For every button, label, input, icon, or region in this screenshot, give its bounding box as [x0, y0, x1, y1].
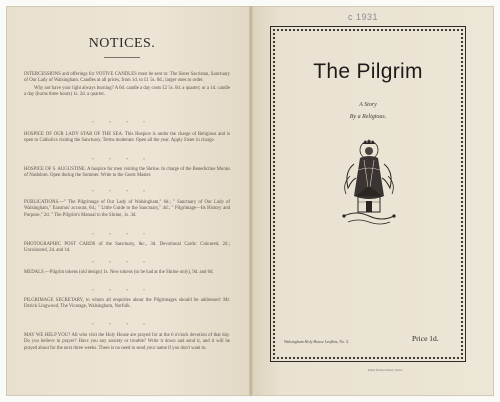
- cover-title: The Pilgrim: [313, 60, 423, 83]
- separator-stars: * * * *: [92, 322, 152, 327]
- center-fold: [249, 6, 253, 396]
- notice-medals: [24, 270, 230, 276]
- notice-post-cards: [24, 242, 230, 255]
- leaflet-series-label: Walsingham Holy House Leaflets, No. 5.: [284, 339, 349, 344]
- price-label: Price 1d.: [412, 334, 439, 343]
- notice-text: HOSPICE OF OUR LADY STAR OF THE SEA. This Hospice is under the charge of Religious and is open to Catholics visiting the Sanctuary. Terms moderate. Open all the year. Apply Sister in charge.: [24, 132, 230, 144]
- separator-stars: * * * *: [92, 120, 152, 125]
- heading-rule: [104, 57, 140, 58]
- notice-text-2: Why not have your light always burning? A 6d. candle a day costs £2 5s. 0d. a quarter; or a 1d. candle a day (burns three hours) 1s. 2d. a quarter.: [24, 85, 230, 98]
- notice-text: INTERCESSIONS and offerings for VOTIVE CANDLES must be sent to: The Sister Sacristan, Sanctuary of Our Lady of Walsingham. Candles at all prices, from 1d. to £1 5s. 0d.; larger ones to order.: [24, 72, 230, 84]
- notices-heading: NOTICES.: [88, 36, 156, 51]
- notice-text: PILGRIMAGE SECRETARY, to whom all enquiries about the Pilgrimages should be addressed: Mr. Derick Lingwood, The Vicarage, Walsingham, Norfolk.: [24, 298, 230, 310]
- notice-publications: [24, 200, 230, 219]
- notice-text: HOSPICE OF S. AUGUSTINE. A hospice for men visiting the Shrine. In charge of the Benedictine Monks of Nashdom. Open during the Summer. Write to the Guest Master.: [24, 167, 230, 179]
- notice-text: PHOTOGRAPHIC POST CARDS of the Sanctuary, &c., 3d. Devotional Cards: Coloured, 2d.; Uncoloured, 2d. and 1d.: [24, 242, 230, 254]
- notice-hospice-star-of-sea: [24, 132, 230, 145]
- separator-stars: * * * *: [92, 157, 152, 162]
- separator-stars: * * * *: [92, 260, 152, 265]
- notice-pilgrimage-secretary: [24, 298, 230, 311]
- separator-stars: * * * *: [92, 189, 152, 194]
- madonna-emblem-icon: [336, 136, 402, 232]
- separator-stars: * * * *: [92, 288, 152, 293]
- pencil-date-note: c 1931: [348, 12, 379, 22]
- cover-subtitle-author: By a Religious.: [349, 114, 387, 120]
- notice-text: MAY WE HELP YOU? All who visit the Holy House are prayed for at the 6 o'clock devotion of that day. Do you believe in prayer? Have you any anxiety or trouble? Write it down and send it, and it will be prayed about for the next three weeks. There is no need to send your name if you don't want to.: [24, 333, 230, 351]
- notice-may-we-help: [24, 333, 230, 352]
- cover-subtitle-story: A Story: [359, 102, 377, 108]
- notice-hospice-augustine: [24, 167, 230, 180]
- notice-text: MEDALS.—Pilgrim tokens (old design) 1s. New tokens (to be had at the Shrine only), 9d. and 6d.: [24, 270, 214, 275]
- separator-stars: * * * *: [92, 232, 152, 237]
- notice-votive-candles: [24, 72, 230, 99]
- printer-credit: Radley Brothers Printers, Walton: [368, 369, 403, 372]
- notice-text: PUBLICATIONS.—" The Pilgrimage of Our Lady of Walsingham," 6d.; " Sanctuary of Our Lady of Walsingham," Erasmus' account, 6d.; " Little Guide to the Sanctuary," 4d.; " Pilgrimage—Its History and Purpose," 2d. " The Pilgrim's Manual to the Shrine, 1s. 3d.: [24, 200, 230, 218]
